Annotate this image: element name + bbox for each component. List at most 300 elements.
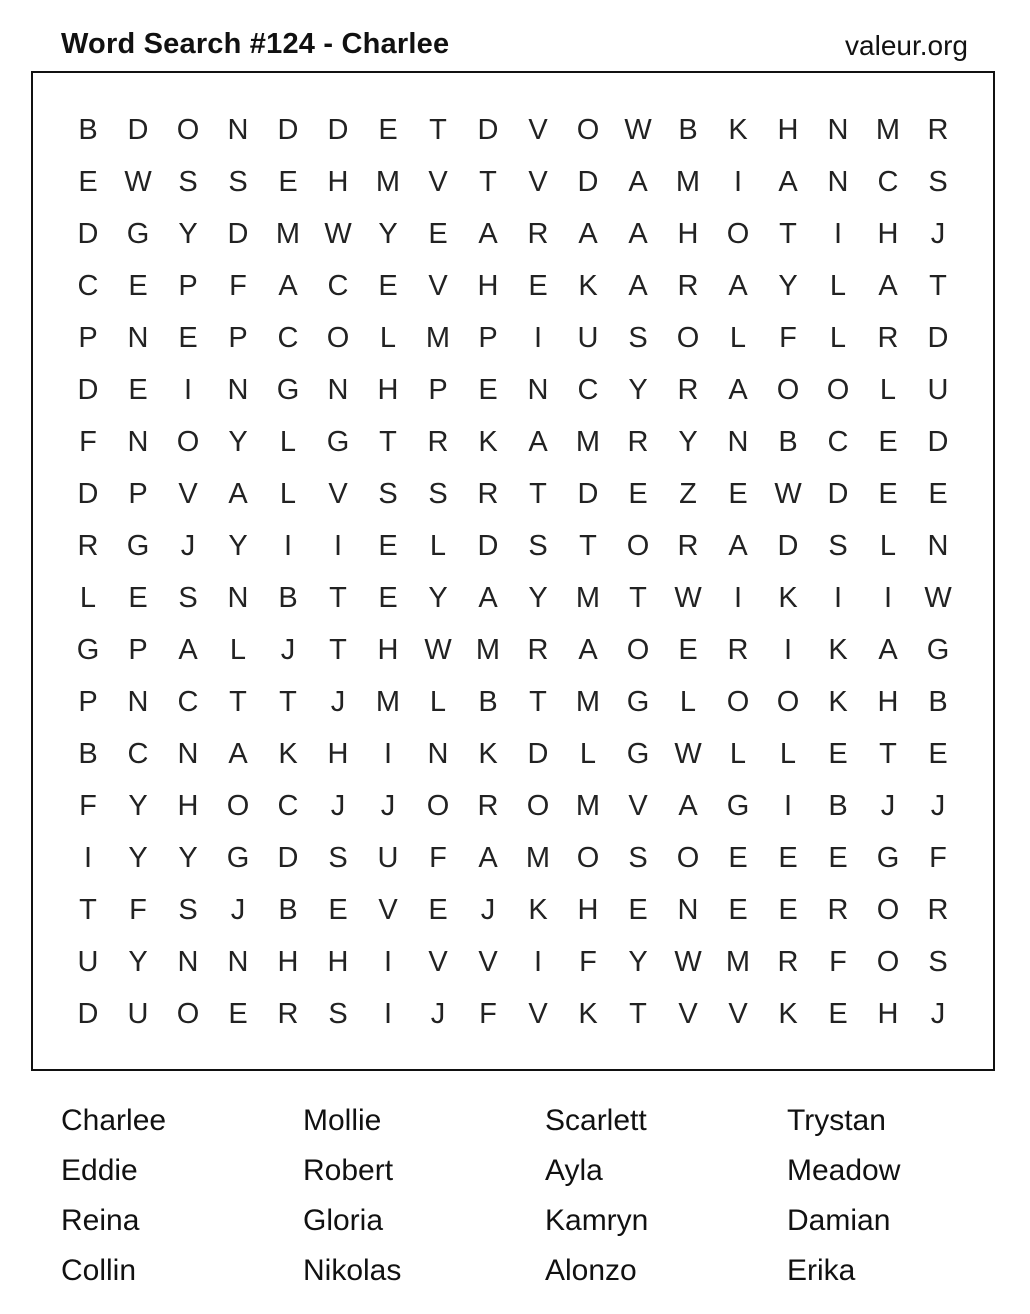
grid-cell[interactable]: T xyxy=(879,737,897,770)
grid-cell[interactable]: P xyxy=(78,685,98,718)
grid-cell[interactable]: Z xyxy=(679,477,697,510)
grid-cell[interactable]: C xyxy=(77,269,99,302)
grid-cell[interactable]: V xyxy=(428,945,448,978)
grid-cell[interactable]: I xyxy=(733,165,743,198)
grid-cell[interactable]: L xyxy=(279,477,297,510)
grid-cell[interactable]: P xyxy=(178,269,198,302)
grid-cell[interactable]: R xyxy=(477,789,499,822)
grid-cell[interactable]: F xyxy=(429,841,447,874)
grid-cell[interactable]: E xyxy=(878,477,898,510)
grid-cell[interactable]: O xyxy=(576,113,600,146)
grid-cell[interactable]: S xyxy=(178,581,198,614)
grid-cell[interactable]: W xyxy=(924,581,952,614)
grid-cell[interactable]: A xyxy=(878,269,898,302)
grid-cell[interactable]: E xyxy=(728,477,748,510)
grid-cell[interactable]: V xyxy=(178,477,198,510)
grid-cell[interactable]: I xyxy=(183,373,193,406)
grid-cell[interactable]: J xyxy=(930,789,946,822)
grid-cell[interactable]: E xyxy=(128,269,148,302)
grid-cell[interactable]: E xyxy=(928,477,948,510)
grid-cell[interactable]: V xyxy=(678,997,698,1030)
grid-cell[interactable]: E xyxy=(928,737,948,770)
grid-cell[interactable]: V xyxy=(528,113,548,146)
grid-cell[interactable]: I xyxy=(783,633,793,666)
grid-cell[interactable]: V xyxy=(328,477,348,510)
grid-cell[interactable]: E xyxy=(378,113,398,146)
grid-cell[interactable]: S xyxy=(178,165,198,198)
grid-cell[interactable]: S xyxy=(928,165,948,198)
grid-cell[interactable]: L xyxy=(729,737,747,770)
grid-cell[interactable]: T xyxy=(529,685,547,718)
grid-cell[interactable]: N xyxy=(177,737,199,770)
grid-cell[interactable]: F xyxy=(129,893,147,926)
grid-cell[interactable]: M xyxy=(425,321,451,354)
grid-cell[interactable]: T xyxy=(329,633,347,666)
grid-cell[interactable]: K xyxy=(278,737,298,770)
grid-cell[interactable]: H xyxy=(177,789,199,822)
grid-cell[interactable]: G xyxy=(876,841,900,874)
grid-cell[interactable]: B xyxy=(478,685,498,718)
grid-cell[interactable]: I xyxy=(383,945,393,978)
grid-cell[interactable]: O xyxy=(876,945,900,978)
grid-cell[interactable]: M xyxy=(375,165,401,198)
grid-cell[interactable]: K xyxy=(828,633,848,666)
grid-cell[interactable]: G xyxy=(126,217,150,250)
grid-cell[interactable]: F xyxy=(79,789,97,822)
grid-cell[interactable]: G xyxy=(626,737,650,770)
grid-cell[interactable]: O xyxy=(326,321,350,354)
grid-cell[interactable]: H xyxy=(877,217,899,250)
grid-cell[interactable]: L xyxy=(729,321,747,354)
grid-cell[interactable]: I xyxy=(283,529,293,562)
grid-cell[interactable]: I xyxy=(533,945,543,978)
grid-cell[interactable]: M xyxy=(525,841,551,874)
grid-cell[interactable]: J xyxy=(930,997,946,1030)
grid-cell[interactable]: S xyxy=(828,529,848,562)
grid-cell[interactable]: Y xyxy=(228,529,248,562)
grid-cell[interactable]: F xyxy=(929,841,947,874)
grid-cell[interactable]: M xyxy=(275,217,301,250)
grid-cell[interactable]: W xyxy=(324,217,352,250)
grid-cell[interactable]: F xyxy=(229,269,247,302)
grid-cell[interactable]: T xyxy=(229,685,247,718)
grid-cell[interactable]: C xyxy=(577,373,599,406)
grid-cell[interactable]: E xyxy=(78,165,98,198)
grid-cell[interactable]: G xyxy=(126,529,150,562)
grid-cell[interactable]: N xyxy=(227,945,249,978)
grid-cell[interactable]: A xyxy=(728,269,748,302)
grid-cell[interactable]: L xyxy=(829,321,847,354)
grid-cell[interactable]: A xyxy=(178,633,198,666)
grid-cell[interactable]: Y xyxy=(178,217,198,250)
letter-grid[interactable] xyxy=(63,104,963,1040)
grid-cell[interactable]: N xyxy=(527,373,549,406)
grid-cell[interactable]: G xyxy=(226,841,250,874)
grid-cell[interactable]: E xyxy=(278,165,298,198)
grid-cell[interactable]: K xyxy=(478,737,498,770)
grid-cell[interactable]: O xyxy=(176,997,200,1030)
grid-cell[interactable]: F xyxy=(779,321,797,354)
grid-cell[interactable]: O xyxy=(526,789,550,822)
grid-cell[interactable]: I xyxy=(833,581,843,614)
grid-cell[interactable]: Y xyxy=(528,581,548,614)
grid-cell[interactable]: T xyxy=(279,685,297,718)
grid-cell[interactable]: R xyxy=(677,269,699,302)
grid-cell[interactable]: O xyxy=(626,529,650,562)
grid-cell[interactable]: N xyxy=(127,321,149,354)
grid-cell[interactable]: D xyxy=(77,373,99,406)
grid-cell[interactable]: J xyxy=(480,893,496,926)
grid-cell[interactable]: D xyxy=(577,165,599,198)
grid-cell[interactable]: N xyxy=(127,425,149,458)
grid-cell[interactable]: M xyxy=(575,685,601,718)
grid-cell[interactable]: T xyxy=(79,893,97,926)
grid-cell[interactable]: R xyxy=(527,217,549,250)
grid-cell[interactable]: N xyxy=(327,373,349,406)
grid-cell[interactable]: S xyxy=(428,477,448,510)
grid-cell[interactable]: L xyxy=(229,633,247,666)
grid-cell[interactable]: B xyxy=(778,425,798,458)
grid-cell[interactable]: J xyxy=(930,217,946,250)
grid-cell[interactable]: A xyxy=(478,217,498,250)
grid-cell[interactable]: J xyxy=(380,789,396,822)
grid-cell[interactable]: G xyxy=(726,789,750,822)
grid-cell[interactable]: A xyxy=(578,217,598,250)
grid-cell[interactable]: E xyxy=(378,269,398,302)
grid-cell[interactable]: W xyxy=(674,737,702,770)
grid-cell[interactable]: Y xyxy=(678,425,698,458)
grid-cell[interactable]: J xyxy=(280,633,296,666)
grid-cell[interactable]: T xyxy=(929,269,947,302)
grid-cell[interactable]: L xyxy=(879,529,897,562)
grid-cell[interactable]: W xyxy=(124,165,152,198)
grid-cell[interactable]: D xyxy=(477,113,499,146)
grid-cell[interactable]: E xyxy=(378,581,398,614)
grid-cell[interactable]: W xyxy=(624,113,652,146)
grid-cell[interactable]: E xyxy=(378,529,398,562)
grid-cell[interactable]: E xyxy=(828,997,848,1030)
grid-cell[interactable]: H xyxy=(277,945,299,978)
grid-cell[interactable]: I xyxy=(383,737,393,770)
grid-cell[interactable]: L xyxy=(279,425,297,458)
grid-cell[interactable]: E xyxy=(178,321,198,354)
grid-cell[interactable]: H xyxy=(877,685,899,718)
grid-cell[interactable]: E xyxy=(428,217,448,250)
grid-cell[interactable]: B xyxy=(78,113,98,146)
grid-cell[interactable]: M xyxy=(575,425,601,458)
grid-cell[interactable]: O xyxy=(226,789,250,822)
grid-cell[interactable]: M xyxy=(575,581,601,614)
grid-cell[interactable]: B xyxy=(278,581,298,614)
grid-cell[interactable]: N xyxy=(227,113,249,146)
grid-cell[interactable]: L xyxy=(79,581,97,614)
grid-cell[interactable]: T xyxy=(779,217,797,250)
grid-cell[interactable]: G xyxy=(276,373,300,406)
grid-cell[interactable]: D xyxy=(227,217,249,250)
grid-cell[interactable]: H xyxy=(477,269,499,302)
grid-cell[interactable]: D xyxy=(277,841,299,874)
grid-cell[interactable]: E xyxy=(778,841,798,874)
grid-cell[interactable]: H xyxy=(577,893,599,926)
grid-cell[interactable]: A xyxy=(728,373,748,406)
grid-cell[interactable]: E xyxy=(828,841,848,874)
grid-cell[interactable]: E xyxy=(128,373,148,406)
grid-cell[interactable]: U xyxy=(127,997,149,1030)
grid-cell[interactable]: I xyxy=(833,217,843,250)
grid-cell[interactable]: M xyxy=(375,685,401,718)
grid-cell[interactable]: B xyxy=(828,789,848,822)
grid-cell[interactable]: E xyxy=(428,893,448,926)
grid-cell[interactable]: C xyxy=(277,789,299,822)
grid-cell[interactable]: R xyxy=(527,633,549,666)
grid-cell[interactable]: J xyxy=(330,685,346,718)
grid-cell[interactable]: B xyxy=(678,113,698,146)
grid-cell[interactable]: G xyxy=(626,685,650,718)
grid-cell[interactable]: O xyxy=(876,893,900,926)
grid-cell[interactable]: E xyxy=(228,997,248,1030)
grid-cell[interactable]: Y xyxy=(628,945,648,978)
grid-cell[interactable]: O xyxy=(776,685,800,718)
grid-cell[interactable]: H xyxy=(327,165,349,198)
grid-cell[interactable]: L xyxy=(779,737,797,770)
grid-cell[interactable]: N xyxy=(827,165,849,198)
grid-cell[interactable]: D xyxy=(927,321,949,354)
grid-cell[interactable]: G xyxy=(926,633,950,666)
grid-cell[interactable]: D xyxy=(327,113,349,146)
grid-cell[interactable]: D xyxy=(77,477,99,510)
grid-cell[interactable]: V xyxy=(528,165,548,198)
grid-cell[interactable]: O xyxy=(426,789,450,822)
grid-cell[interactable]: M xyxy=(675,165,701,198)
grid-cell[interactable]: L xyxy=(679,685,697,718)
grid-cell[interactable]: B xyxy=(78,737,98,770)
grid-cell[interactable]: S xyxy=(328,841,348,874)
grid-cell[interactable]: C xyxy=(327,269,349,302)
grid-cell[interactable]: P xyxy=(128,633,148,666)
grid-cell[interactable]: Y xyxy=(128,789,148,822)
grid-cell[interactable]: W xyxy=(774,477,802,510)
grid-cell[interactable]: Y xyxy=(428,581,448,614)
grid-cell[interactable]: V xyxy=(428,165,448,198)
grid-cell[interactable]: O xyxy=(826,373,850,406)
grid-cell[interactable]: A xyxy=(778,165,798,198)
grid-cell[interactable]: E xyxy=(628,477,648,510)
grid-cell[interactable]: M xyxy=(575,789,601,822)
grid-cell[interactable]: N xyxy=(227,581,249,614)
grid-cell[interactable]: L xyxy=(579,737,597,770)
grid-cell[interactable]: E xyxy=(728,893,748,926)
grid-cell[interactable]: Y xyxy=(128,945,148,978)
grid-cell[interactable]: T xyxy=(629,581,647,614)
grid-cell[interactable]: D xyxy=(777,529,799,562)
grid-cell[interactable]: Y xyxy=(378,217,398,250)
grid-cell[interactable]: O xyxy=(576,841,600,874)
grid-cell[interactable]: D xyxy=(527,737,549,770)
grid-cell[interactable]: I xyxy=(733,581,743,614)
grid-cell[interactable]: L xyxy=(829,269,847,302)
grid-cell[interactable]: L xyxy=(429,685,447,718)
grid-cell[interactable]: D xyxy=(827,477,849,510)
grid-cell[interactable]: I xyxy=(783,789,793,822)
grid-cell[interactable]: R xyxy=(727,633,749,666)
grid-cell[interactable]: T xyxy=(429,113,447,146)
grid-cell[interactable]: R xyxy=(677,529,699,562)
grid-cell[interactable]: A xyxy=(478,581,498,614)
grid-cell[interactable]: M xyxy=(475,633,501,666)
grid-cell[interactable]: A xyxy=(878,633,898,666)
grid-cell[interactable]: T xyxy=(579,529,597,562)
grid-cell[interactable]: A xyxy=(728,529,748,562)
grid-cell[interactable]: D xyxy=(77,217,99,250)
grid-cell[interactable]: S xyxy=(228,165,248,198)
grid-cell[interactable]: T xyxy=(529,477,547,510)
grid-cell[interactable]: O xyxy=(726,685,750,718)
grid-cell[interactable]: O xyxy=(776,373,800,406)
grid-cell[interactable]: C xyxy=(877,165,899,198)
grid-cell[interactable]: N xyxy=(677,893,699,926)
grid-cell[interactable]: S xyxy=(628,321,648,354)
grid-cell[interactable]: Y xyxy=(228,425,248,458)
grid-cell[interactable]: K xyxy=(578,269,598,302)
grid-cell[interactable]: P xyxy=(228,321,248,354)
grid-cell[interactable]: F xyxy=(579,945,597,978)
grid-cell[interactable]: N xyxy=(827,113,849,146)
grid-cell[interactable]: Y xyxy=(628,373,648,406)
grid-cell[interactable]: R xyxy=(77,529,99,562)
grid-cell[interactable]: R xyxy=(927,893,949,926)
grid-cell[interactable]: H xyxy=(327,737,349,770)
grid-cell[interactable]: D xyxy=(77,997,99,1030)
grid-cell[interactable]: S xyxy=(178,893,198,926)
grid-cell[interactable]: S xyxy=(628,841,648,874)
grid-cell[interactable]: I xyxy=(533,321,543,354)
grid-cell[interactable]: U xyxy=(377,841,399,874)
grid-cell[interactable]: A xyxy=(528,425,548,458)
grid-cell[interactable]: I xyxy=(333,529,343,562)
grid-cell[interactable]: K xyxy=(478,425,498,458)
grid-cell[interactable]: N xyxy=(227,373,249,406)
grid-cell[interactable]: U xyxy=(77,945,99,978)
grid-cell[interactable]: K xyxy=(778,997,798,1030)
grid-cell[interactable]: R xyxy=(827,893,849,926)
grid-cell[interactable]: V xyxy=(428,269,448,302)
grid-cell[interactable]: N xyxy=(127,685,149,718)
grid-cell[interactable]: J xyxy=(180,529,196,562)
grid-cell[interactable]: N xyxy=(927,529,949,562)
grid-cell[interactable]: O xyxy=(676,841,700,874)
grid-cell[interactable]: H xyxy=(327,945,349,978)
grid-cell[interactable]: R xyxy=(627,425,649,458)
grid-cell[interactable]: O xyxy=(176,113,200,146)
grid-cell[interactable]: D xyxy=(127,113,149,146)
grid-cell[interactable]: E xyxy=(828,737,848,770)
grid-cell[interactable]: O xyxy=(676,321,700,354)
grid-cell[interactable]: R xyxy=(777,945,799,978)
grid-cell[interactable]: A xyxy=(228,477,248,510)
grid-cell[interactable]: E xyxy=(528,269,548,302)
grid-cell[interactable]: L xyxy=(879,373,897,406)
grid-cell[interactable]: V xyxy=(528,997,548,1030)
grid-cell[interactable]: T xyxy=(479,165,497,198)
grid-cell[interactable]: R xyxy=(927,113,949,146)
grid-cell[interactable]: Y xyxy=(778,269,798,302)
grid-cell[interactable]: D xyxy=(477,529,499,562)
grid-cell[interactable]: E xyxy=(678,633,698,666)
grid-cell[interactable]: S xyxy=(928,945,948,978)
grid-cell[interactable]: L xyxy=(379,321,397,354)
grid-cell[interactable]: J xyxy=(880,789,896,822)
grid-cell[interactable]: B xyxy=(928,685,948,718)
grid-cell[interactable]: J xyxy=(230,893,246,926)
grid-cell[interactable]: S xyxy=(378,477,398,510)
grid-cell[interactable]: Y xyxy=(128,841,148,874)
grid-cell[interactable]: I xyxy=(83,841,93,874)
grid-cell[interactable]: E xyxy=(328,893,348,926)
grid-cell[interactable]: W xyxy=(674,581,702,614)
grid-cell[interactable]: E xyxy=(628,893,648,926)
grid-cell[interactable]: A xyxy=(578,633,598,666)
grid-cell[interactable]: A xyxy=(628,217,648,250)
grid-cell[interactable]: R xyxy=(427,425,449,458)
grid-cell[interactable]: I xyxy=(383,997,393,1030)
grid-cell[interactable]: M xyxy=(875,113,901,146)
grid-cell[interactable]: T xyxy=(379,425,397,458)
grid-cell[interactable]: H xyxy=(377,633,399,666)
grid-cell[interactable]: R xyxy=(277,997,299,1030)
grid-cell[interactable]: P xyxy=(478,321,498,354)
grid-cell[interactable]: T xyxy=(329,581,347,614)
grid-cell[interactable]: E xyxy=(778,893,798,926)
grid-cell[interactable]: U xyxy=(927,373,949,406)
grid-cell[interactable]: R xyxy=(477,477,499,510)
grid-cell[interactable]: O xyxy=(626,633,650,666)
grid-cell[interactable]: H xyxy=(677,217,699,250)
grid-cell[interactable]: A xyxy=(228,737,248,770)
grid-cell[interactable]: K xyxy=(778,581,798,614)
grid-cell[interactable]: O xyxy=(176,425,200,458)
grid-cell[interactable]: A xyxy=(628,269,648,302)
grid-cell[interactable]: K xyxy=(828,685,848,718)
grid-cell[interactable]: S xyxy=(528,529,548,562)
grid-cell[interactable]: E xyxy=(728,841,748,874)
grid-cell[interactable]: G xyxy=(326,425,350,458)
grid-cell[interactable]: E xyxy=(878,425,898,458)
grid-cell[interactable]: K xyxy=(728,113,748,146)
grid-cell[interactable]: F xyxy=(79,425,97,458)
grid-cell[interactable]: Y xyxy=(178,841,198,874)
grid-cell[interactable]: A xyxy=(478,841,498,874)
grid-cell[interactable]: T xyxy=(629,997,647,1030)
grid-cell[interactable]: V xyxy=(728,997,748,1030)
grid-cell[interactable]: K xyxy=(528,893,548,926)
grid-cell[interactable]: K xyxy=(578,997,598,1030)
grid-cell[interactable]: F xyxy=(479,997,497,1030)
grid-cell[interactable]: P xyxy=(428,373,448,406)
grid-cell[interactable]: A xyxy=(278,269,298,302)
grid-cell[interactable]: H xyxy=(377,373,399,406)
grid-cell[interactable]: F xyxy=(829,945,847,978)
grid-cell[interactable]: E xyxy=(478,373,498,406)
grid-cell[interactable]: S xyxy=(328,997,348,1030)
grid-cell[interactable]: E xyxy=(128,581,148,614)
grid-cell[interactable]: R xyxy=(677,373,699,406)
grid-cell[interactable]: J xyxy=(430,997,446,1030)
grid-cell[interactable]: N xyxy=(427,737,449,770)
grid-cell[interactable]: H xyxy=(777,113,799,146)
grid-cell[interactable]: U xyxy=(577,321,599,354)
grid-cell[interactable]: C xyxy=(127,737,149,770)
grid-cell[interactable]: C xyxy=(827,425,849,458)
